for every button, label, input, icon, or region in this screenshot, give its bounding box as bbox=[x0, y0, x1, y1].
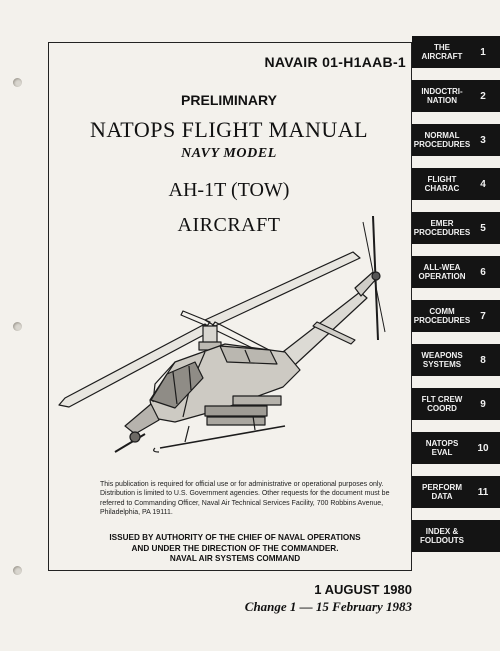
tab-label: EMER PROCEDURES bbox=[413, 218, 471, 237]
tab-number: 4 bbox=[480, 178, 486, 190]
tab-label: INDOCTRI- NATION bbox=[421, 86, 463, 105]
publication-date: 1 AUGUST 1980 bbox=[314, 582, 412, 597]
aircraft-label: AIRCRAFT bbox=[177, 214, 281, 236]
tab-weapons-systems[interactable] bbox=[412, 344, 500, 376]
tab-label: THE AIRCRAFT bbox=[421, 42, 463, 61]
binder-hole bbox=[13, 78, 22, 87]
tab-label: COMM PROCEDURES bbox=[413, 306, 471, 325]
change-notice: Change 1 — 15 February 1983 bbox=[244, 599, 412, 614]
tab-index-foldouts[interactable] bbox=[412, 520, 500, 552]
tab-number: 11 bbox=[477, 486, 489, 498]
tab-comm-procedures[interactable] bbox=[412, 300, 500, 332]
distribution-notice: This publication is required for official use or for administrative or operational purposes only. Distribution is limited to U.S. Government agencies. Other requests for the document must be referred to Commanding Officer, Naval Air Technical Services Facility, 700 Robbins Avenue, Philadelphia, PA 19111. bbox=[100, 481, 390, 516]
tab-flt-crew-coord[interactable] bbox=[412, 388, 500, 420]
tab-number: 9 bbox=[480, 398, 486, 410]
document-number: NAVAIR 01-H1AAB-1 bbox=[264, 54, 406, 70]
tab-number: 7 bbox=[480, 310, 486, 322]
binder-hole bbox=[13, 566, 22, 575]
tab-label: FLT CREW COORD bbox=[421, 394, 463, 413]
helicopter-illustration bbox=[55, 212, 400, 474]
tab-number: 3 bbox=[480, 134, 486, 146]
tab-label: NATOPS EVAL bbox=[425, 438, 459, 457]
authority-line: AND UNDER THE DIRECTION OF THE COMMANDER. bbox=[131, 543, 339, 553]
tab-normal-procedures[interactable] bbox=[412, 124, 500, 156]
tab-emer-procedures[interactable] bbox=[412, 212, 500, 244]
tab-perform-data[interactable] bbox=[412, 476, 500, 508]
tab-indoctrination[interactable] bbox=[412, 80, 500, 112]
tab-number: 5 bbox=[480, 222, 486, 234]
tab-natops-eval[interactable] bbox=[412, 432, 500, 464]
binder-hole bbox=[13, 322, 22, 331]
tab-all-wea-operation[interactable] bbox=[412, 256, 500, 288]
section-tabs bbox=[412, 36, 500, 554]
tab-number: 1 bbox=[480, 46, 486, 58]
tab-label: PERFORM DATA bbox=[422, 482, 462, 501]
tab-label: FLIGHT CHARAC bbox=[424, 174, 460, 193]
aircraft-model: AH-1T (TOW) bbox=[168, 179, 290, 201]
tab-number: 8 bbox=[480, 354, 486, 366]
tab-number: 10 bbox=[477, 442, 489, 454]
authority-line: NAVAL AIR SYSTEMS COMMAND bbox=[169, 554, 301, 563]
tab-number: 2 bbox=[480, 90, 486, 102]
tab-label: INDEX & FOLDOUTS bbox=[420, 526, 464, 545]
manual-subtitle: NAVY MODEL bbox=[181, 146, 277, 161]
tab-label: NORMAL PROCEDURES bbox=[413, 130, 471, 149]
issuing-authority bbox=[90, 533, 380, 565]
authority-line: ISSUED BY AUTHORITY OF THE CHIEF OF NAVAL OPERATIONS bbox=[109, 533, 361, 542]
preliminary-label: PRELIMINARY bbox=[181, 92, 277, 108]
tab-flight-charac[interactable] bbox=[412, 168, 500, 200]
tab-the-aircraft[interactable] bbox=[412, 36, 500, 68]
tab-label: WEAPONS SYSTEMS bbox=[421, 350, 463, 369]
tab-label: ALL-WEA OPERATION bbox=[418, 262, 466, 281]
tab-number: 6 bbox=[480, 266, 486, 278]
manual-title: NATOPS FLIGHT MANUAL bbox=[89, 117, 369, 142]
